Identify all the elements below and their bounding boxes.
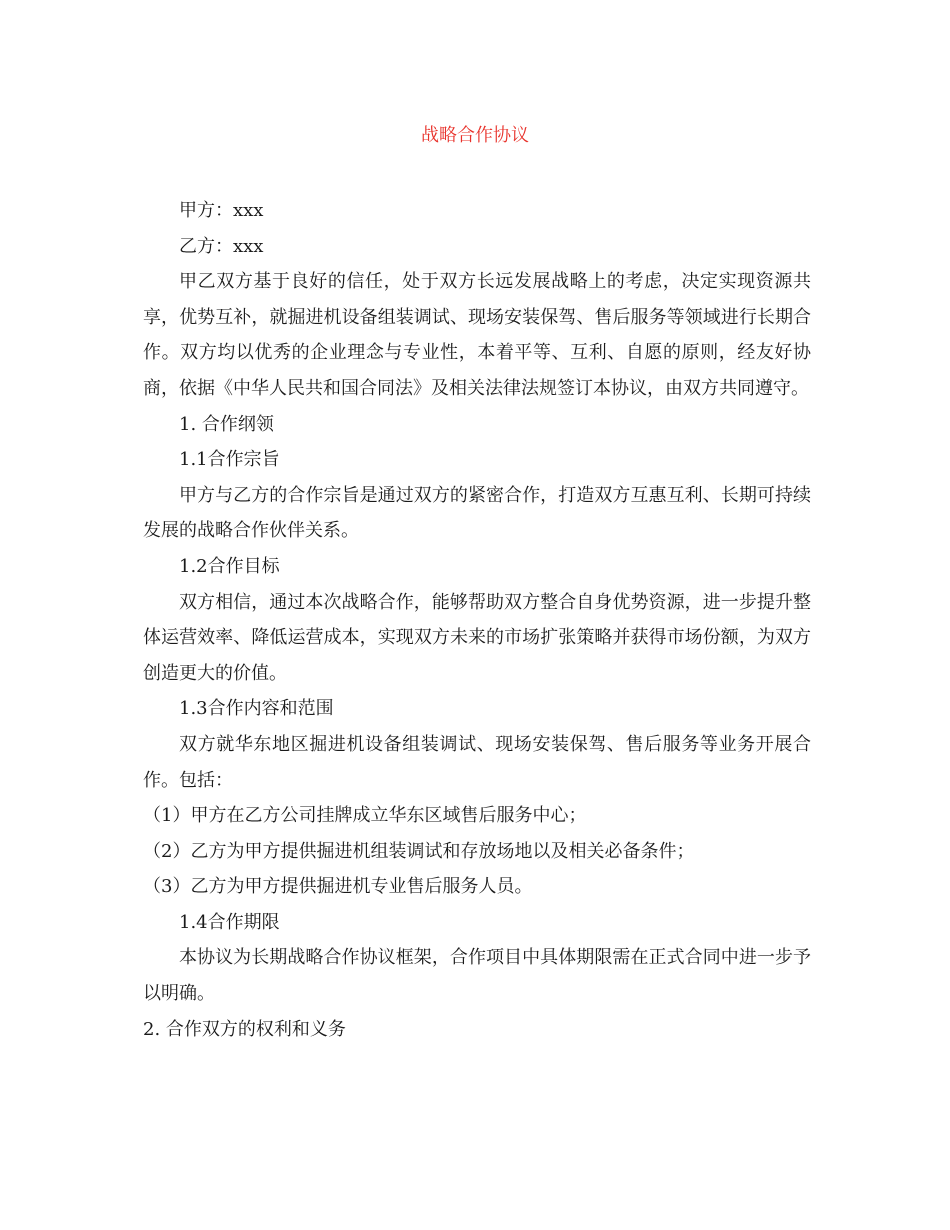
section-2-heading: 2. 合作双方的权利和义务	[143, 1018, 346, 1040]
section-1-3-paragraph: 双方就华东地区掘进机设备组装调试、现场安装保驾、售后服务等业务开展合作。包括：	[143, 733, 811, 791]
section-1-4-heading: 1.4合作期限	[179, 911, 280, 933]
document-title: 战略合作协议	[421, 125, 529, 146]
section-1-4-paragraph: 本协议为长期战略合作协议框架，合作项目中具体期限需在正式合同中进一步予以明确。	[143, 947, 811, 1005]
document-body	[143, 193, 811, 1047]
section-1-3-heading: 1.3合作内容和范围	[179, 698, 334, 720]
list-item: （3）乙方为甲方提供掘进机专业售后服务人员。	[143, 876, 533, 898]
section-1-2-paragraph: 双方相信，通过本次战略合作，能够帮助双方整合自身优势资源，进一步提升整体运营效率、降低运营成本，实现双方未来的市场扩张策略并获得市场份额，为双方创造更大的价值。	[143, 591, 811, 684]
section-1-1-paragraph: 甲方与乙方的合作宗旨是通过双方的紧密合作，打造双方互惠互利、长期可持续发展的战略合作伙伴关系。	[143, 484, 811, 542]
section-1-1-heading: 1.1合作宗旨	[179, 449, 280, 471]
section-1-heading: 1. 合作纲领	[179, 413, 274, 435]
section-1-2-heading: 1.2合作目标	[179, 555, 280, 577]
party-b-line: 乙方：xxx	[179, 235, 264, 257]
list-item: （1）甲方在乙方公司挂牌成立华东区域售后服务中心；	[143, 805, 587, 827]
intro-paragraph: 甲乙双方基于良好的信任，处于双方长远发展战略上的考虑，决定实现资源共享，优势互补，就掘进机设备组装调试、现场安装保驾、售后服务等领域进行长期合作。双方均以优秀的企业理念与专业性，本着平等、互利、自愿的原则，经友好协商，依据《中华人民共和国合同法》及相关法律法规签订本协议，由双方共同遵守。	[143, 271, 811, 399]
list-item: （2）乙方为甲方提供掘进机组装调试和存放场地以及相关必备条件；	[143, 840, 695, 862]
party-a-line: 甲方：xxx	[179, 200, 264, 221]
